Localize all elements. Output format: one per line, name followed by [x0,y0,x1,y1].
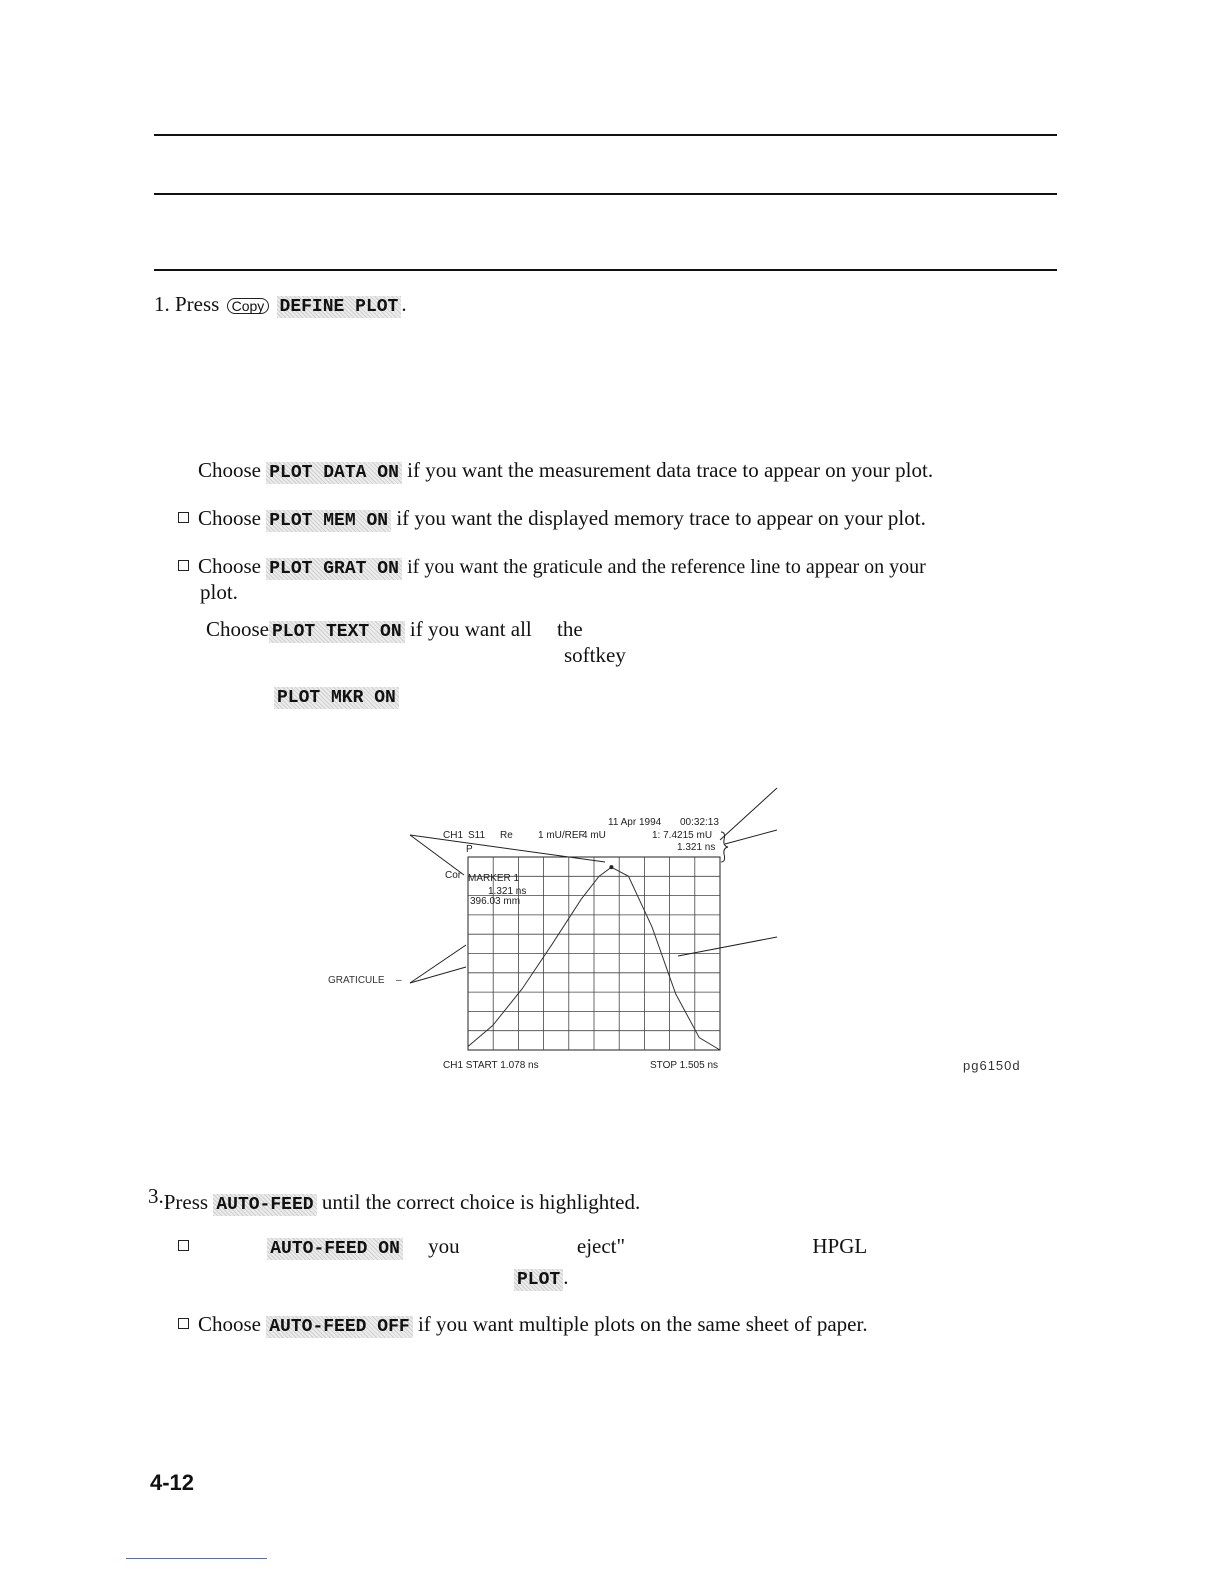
annotation-line [410,945,466,983]
option-auto-feed-on-cont [514,1267,568,1291]
footer-divider [126,1558,267,1559]
auto-feed-off-softkey[interactable]: AUTO-FEED OFF [266,1316,412,1338]
option-plot-mkr [274,685,399,709]
option-text: if you want the displayed memory trace to appear on your plot. [396,506,926,530]
option-auto-feed-off [178,1314,868,1338]
annotation-line [725,830,777,844]
option-plot-text-cont: softkey [564,643,626,667]
table-rule-middle [154,193,1057,195]
auto-feed-softkey[interactable]: AUTO-FEED [213,1194,316,1216]
plot-softkey[interactable]: PLOT [514,1269,563,1291]
feed-on-word2: eject" [576,1234,626,1258]
marker-value: 396.03 mm [470,896,521,907]
choose-label: Choose [206,617,269,641]
option-text-a: if you want all [409,617,532,641]
feed-on-suffix: . [563,1265,569,1289]
header-format: Re [500,830,513,841]
figure-id: pg6150d [963,1058,1021,1073]
step-3-prefix: Press [163,1190,209,1214]
checkbox-bullet-icon [178,1240,189,1251]
option-plot-data [198,460,933,484]
copy-hardkey[interactable]: Copy [227,298,270,314]
step-1-prefix: 1. Press [154,292,220,316]
checkbox-bullet-icon [178,1318,189,1329]
marker-readout-position: 1.321 ns [677,842,716,853]
option-plot-text [206,619,583,643]
annotation-line [410,967,466,983]
option-text: if you want the measurement data trace to appear on your plot. [407,458,934,482]
header-ref: 4 mU [582,830,606,841]
annotation-line [678,937,777,956]
header-scale: 1 mU/REF [538,830,585,841]
choose-label: Choose [198,458,261,482]
step-3-suffix: until the correct choice is highlighted. [321,1190,641,1214]
option-auto-feed-on [178,1236,867,1260]
time-label: 00:32:13 [680,817,719,828]
plot-text-on-softkey[interactable]: PLOT TEXT ON [269,621,405,643]
choose-label: Choose [198,1312,261,1336]
header-param: S11 [468,830,486,841]
marker-label: MARKER 1 [468,873,520,884]
option-text: if you want the graticule and the reference line to appear on your [407,556,926,578]
label-p: P [466,844,473,855]
step-3 [148,1186,640,1216]
page-number: 4-12 [150,1470,195,1495]
date-label: 11 Apr 1994 [608,817,662,828]
marker-point [609,865,613,869]
plot-data-on-softkey[interactable]: PLOT DATA ON [266,462,402,484]
step-1 [154,294,407,318]
graticule-label: GRATICULE [328,975,385,986]
plot-grat-on-softkey[interactable]: PLOT GRAT ON [266,558,402,580]
header-ch: CH1 [443,830,464,841]
feed-on-word3: HPGL [812,1234,868,1258]
option-plot-grat [178,556,926,580]
table-rule-top [154,134,1057,136]
plot-mkr-on-softkey[interactable]: PLOT MKR ON [274,687,399,709]
option-text: if you want multiple plots on the same sheet of paper. [417,1312,868,1336]
choose-label: Choose [198,506,261,530]
marker-readout-value: 1: 7.4215 mU [652,830,713,841]
graticule-dash: – [396,975,402,986]
step-1-suffix: . [401,292,407,316]
checkbox-bullet-icon [178,560,189,571]
choose-label: Choose [198,554,261,578]
start-label: CH1 START 1.078 ns [443,1060,539,1071]
plot-mem-on-softkey[interactable]: PLOT MEM ON [266,510,391,532]
option-plot-mem [178,508,926,532]
step-3-number: 3. [148,1184,164,1208]
label-cor: Cor [445,870,462,881]
table-rule-bottom [154,269,1057,271]
plot-figure [300,780,800,1080]
feed-on-word1: you [428,1234,460,1258]
define-plot-softkey[interactable]: DEFINE PLOT [277,296,402,318]
bracket-icon [721,832,728,862]
marker-position: 1.321 ns [488,886,527,897]
option-text-b: the [557,617,583,641]
checkbox-bullet-icon [178,512,189,523]
auto-feed-on-softkey[interactable]: AUTO-FEED ON [267,1238,403,1260]
stop-label: STOP 1.505 ns [650,1060,719,1071]
option-plot-grat-cont: plot. [200,580,238,604]
